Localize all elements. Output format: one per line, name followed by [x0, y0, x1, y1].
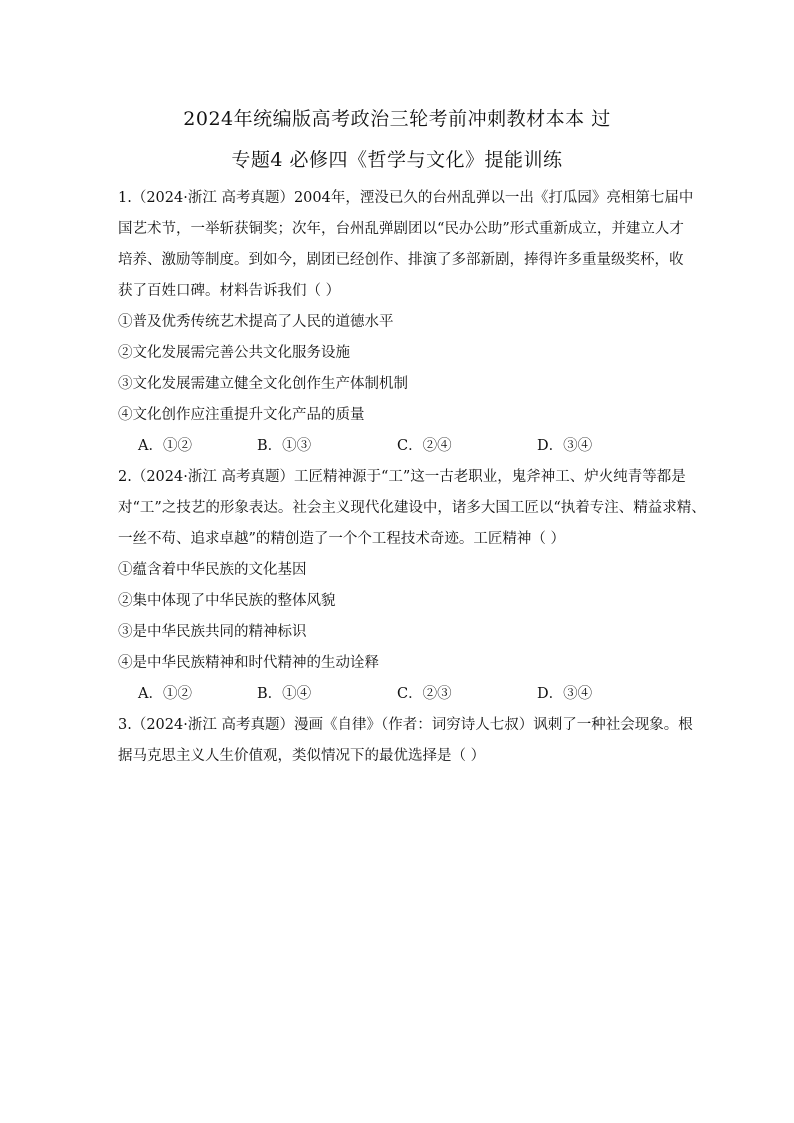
q2-stem-line: 一丝不苟、追求卓越”的精创造了一个个工程技术奇迹。工匠精神（ ）: [118, 531, 566, 547]
q1-options: [118, 436, 678, 456]
q1-stem-line: 培养、激励等制度。到如今，剧团已经创作、排演了多部新剧，捧得许多重量级奖杯，收: [118, 252, 684, 268]
q2-option-d[interactable]: D．③④: [537, 686, 593, 702]
q1-statement-2: ②文化发展需完善公共文化服务设施: [118, 345, 350, 361]
q1-statement-3: ③文化发展需建立健全文化创作生产体制机制: [118, 376, 408, 392]
document-subtitle: 专题4 必修四《哲学与文化》提能训练: [231, 149, 563, 171]
q1-stem-line: 国艺术节，一举斩获铜奖；次年，台州乱弹剧团以“民办公助”形式重新成立，并建立人才: [118, 221, 684, 237]
q1-option-d[interactable]: D．③④: [537, 438, 593, 454]
q2-option-c[interactable]: C．②③: [397, 686, 452, 702]
q1-stem-line: 1.（2024·浙江 高考真题）2004年，湮没已久的台州乱弹以一出《打瓜园》亮相第七届中: [118, 190, 694, 206]
q2-stem-line: 2.（2024·浙江 高考真题）工匠精神源于“工”这一古老职业，鬼斧神工、炉火纯青等都是: [118, 469, 686, 485]
q2-statement-3: ③是中华民族共同的精神标识: [118, 624, 307, 640]
q2-option-b[interactable]: B．①④: [257, 686, 312, 702]
q2-statement-1: ①蕴含着中华民族的文化基因: [118, 562, 307, 578]
q1-option-b[interactable]: B．①③: [257, 438, 312, 454]
q2-options: [118, 684, 678, 704]
q3-stem-line: 3.（2024·浙江 高考真题）漫画《自律》（作者：词穷诗人七叔）讽刺了一种社会现象。根: [118, 717, 693, 733]
q1-statement-1: ①普及优秀传统艺术提高了人民的道德水平: [118, 314, 394, 330]
q1-stem-line: 获了百姓口碑。材料告诉我们（ ）: [118, 283, 341, 299]
q2-statement-4: ④是中华民族精神和时代精神的生动诠释: [118, 655, 379, 671]
q2-stem-line: 对“工”之技艺的形象表达。社会主义现代化建设中，诸多大国工匠以“执着专注、精益求精、: [118, 500, 706, 516]
document-title: 2024年统编版高考政治三轮考前冲刺教材本本 过: [183, 108, 611, 130]
q1-option-c[interactable]: C．②④: [397, 438, 452, 454]
q2-statement-2: ②集中体现了中华民族的整体风貌: [118, 593, 336, 609]
q1-statement-4: ④文化创作应注重提升文化产品的质量: [118, 407, 365, 423]
q2-option-a[interactable]: A．①②: [138, 686, 192, 702]
q1-option-a[interactable]: A．①②: [138, 438, 192, 454]
q3-stem-line: 据马克思主义人生价值观，类似情况下的最优选择是（ ）: [118, 748, 486, 764]
